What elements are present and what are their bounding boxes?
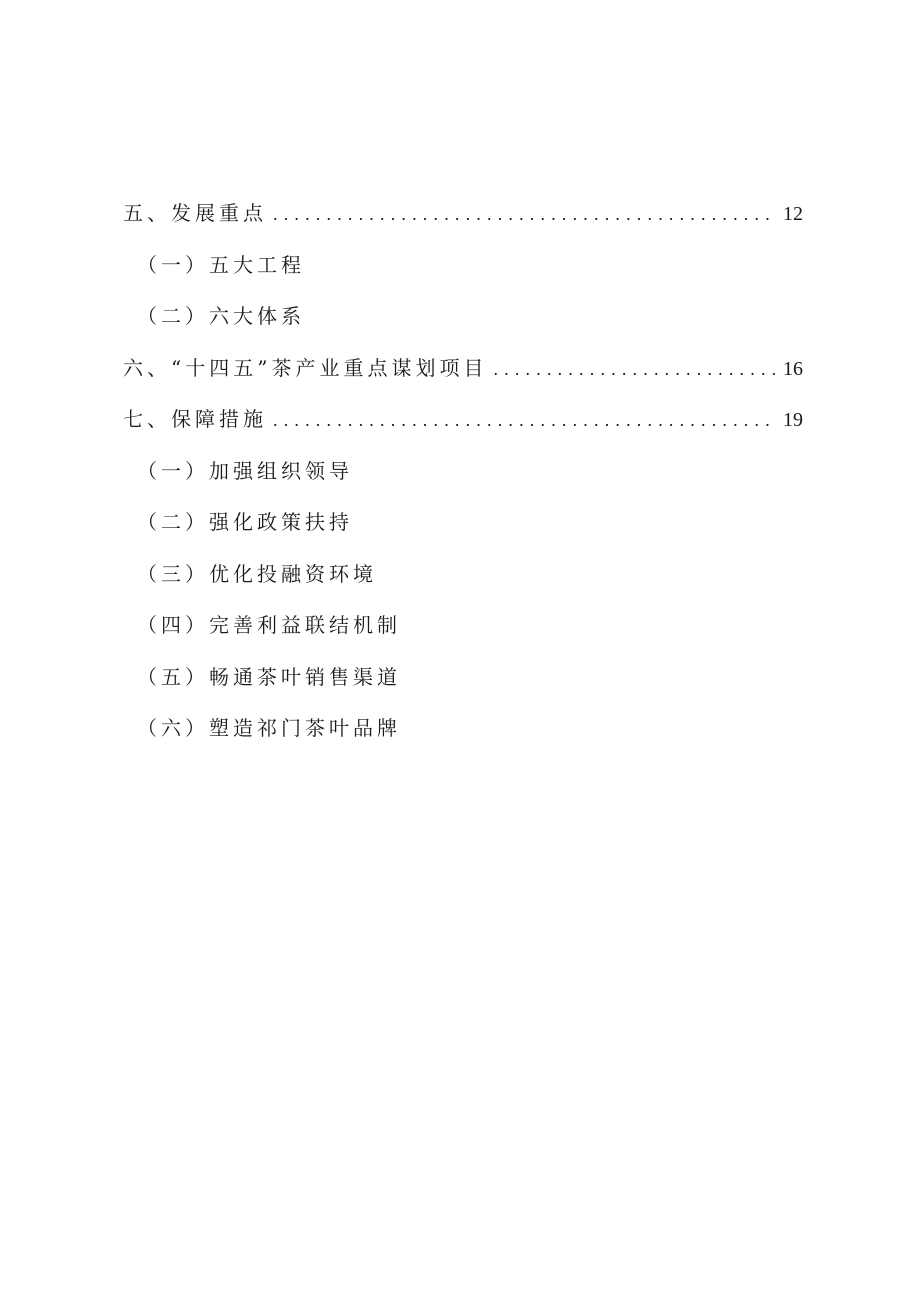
toc-entry-development-focus[interactable] [123,198,803,250]
toc-entry-brand[interactable] [123,713,803,765]
toc-entry-title: （三）优化投融资环境 [137,561,377,586]
table-of-contents [123,198,803,765]
toc-entry-title: （六）塑造祁门茶叶品牌 [137,716,401,740]
toc-entry-six-systems[interactable] [123,301,803,353]
toc-entry-title: （一）五大工程 [137,252,305,277]
toc-leader-dots [273,199,777,229]
toc-entry-policy-support[interactable] [123,507,803,559]
toc-entry-title: （四）完善利益联结机制 [137,613,401,637]
toc-page-number: 12 [783,203,803,225]
toc-entry-title: 六、“十四五”茶产业重点谋划项目 [123,355,488,380]
toc-entry-title: （二）六大体系 [137,304,305,328]
toc-entry-five-projects[interactable] [123,250,803,302]
toc-leader-dots [493,354,777,384]
toc-entry-leadership[interactable] [123,456,803,508]
toc-entry-sales-channels[interactable] [123,662,803,714]
toc-page-number: 19 [783,409,803,431]
toc-entry-title: （五）畅通茶叶销售渠道 [137,664,401,689]
toc-entry-title: 五、发展重点 [123,201,267,225]
toc-entry-title: （一）加强组织领导 [137,458,353,483]
toc-entry-title: （二）强化政策扶持 [137,510,353,534]
toc-leader-dots [273,405,777,435]
toc-entry-benefit-linkage[interactable] [123,610,803,662]
toc-page-number: 16 [783,357,803,380]
toc-entry-key-projects[interactable] [123,353,803,405]
toc-entry-safeguards[interactable] [123,404,803,456]
toc-entry-financing[interactable] [123,559,803,611]
toc-entry-title: 七、保障措施 [123,407,267,431]
